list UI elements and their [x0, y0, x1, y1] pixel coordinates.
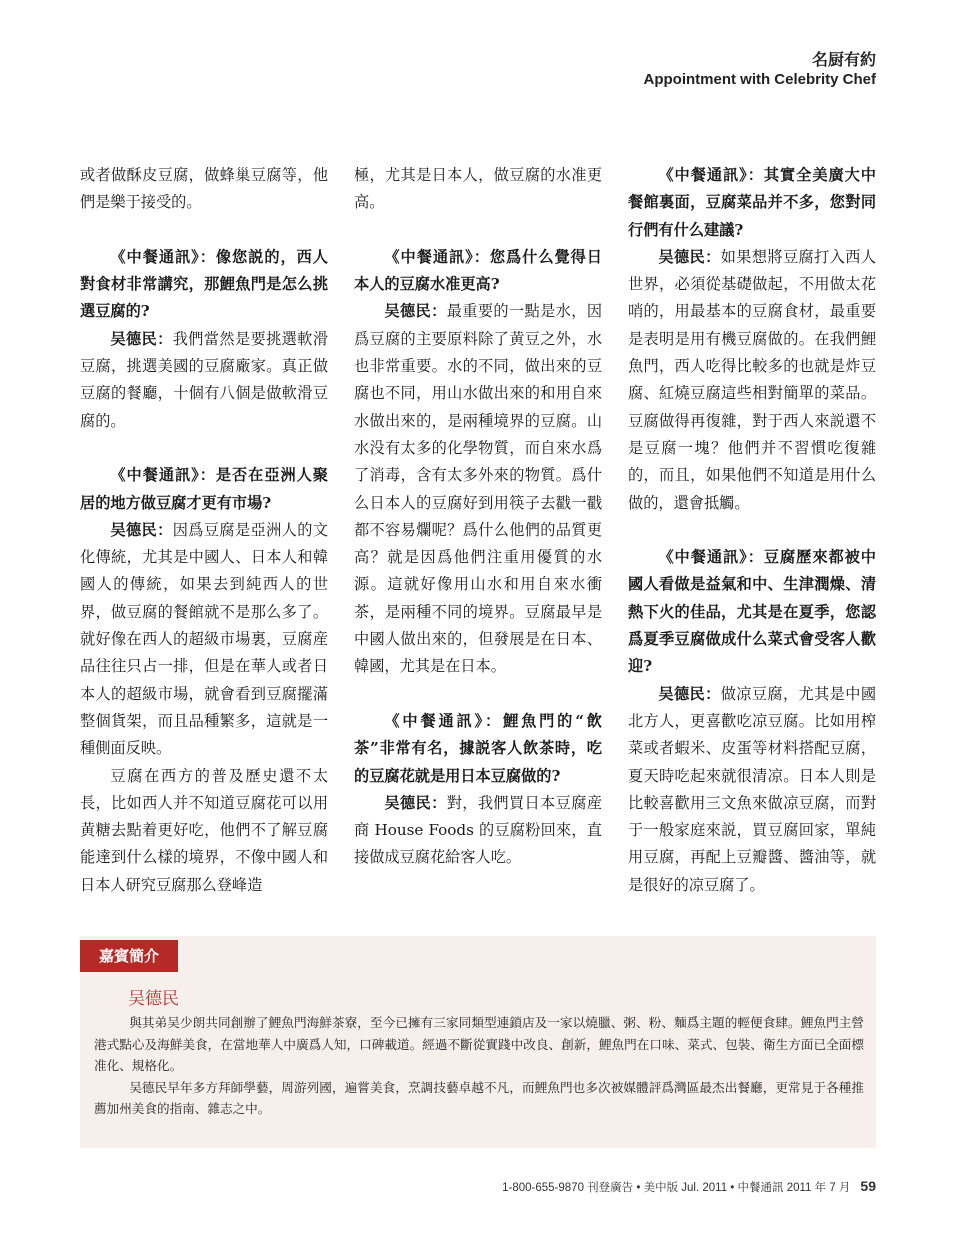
answer-text: 做凉豆腐，尤其是中國北方人，更喜歡吃凉豆腐。比如用榨菜或者蝦米、皮蛋等材料搭配豆腐，夏天時吃起來就很清凉。日本人則是比較喜歡用三文魚來做凉豆腐，而對于一般家庭來説，買豆腐回家，單純用豆腐，再配上豆瓣醬、醬油等，就是很好的凉豆腐了。 — [628, 684, 877, 894]
answer — [628, 681, 876, 899]
answer — [80, 517, 328, 763]
guest-bio-box — [80, 936, 876, 1148]
paragraph: 極，尤其是日本人，做豆腐的水准更高。 — [354, 166, 602, 212]
speaker-name: 吴德民： — [658, 247, 721, 266]
answer-text: 對，我們買日本豆腐産商 House Foods 的豆腐粉回來，直接做成豆腐花給客人吃。 — [354, 793, 603, 867]
section-title-zh: 名厨有約 — [811, 50, 876, 69]
column-3 — [628, 162, 876, 899]
speaker-name: 吴德民： — [384, 793, 447, 812]
page-footer — [502, 1178, 876, 1195]
paragraph: 或者做酥皮豆腐，做蜂巢豆腐等，他們是樂于接受的。 — [80, 166, 328, 212]
question: 《中餐通訊》：鯉魚門的“飲茶”非常有名，據説客人飲茶時，吃的豆腐花就是用日本豆腐做的? — [354, 711, 602, 785]
question: 《中餐通訊》：豆腐歷來都被中國人看做是益氣和中、生津潤燥、清熱下火的佳品，尤其是在夏季，您認爲夏季豆腐做成什么菜式會受客人歡迎? — [628, 548, 876, 676]
answer — [628, 244, 876, 517]
question: 《中餐通訊》：其實全美廣大中餐館裏面，豆腐菜品并不多，您對同行們有什么建議? — [628, 166, 876, 239]
section-title-en: Appointment with Celebrity Chef — [643, 71, 876, 88]
speaker-name: 吴德民： — [658, 684, 721, 703]
answer-text: 最重要的一點是水，因爲豆腐的主要原料除了黄豆之外，水也非常重要。水的不同，做出來的豆腐也不同，用山水做出來的和用自來水做出來的，是兩種境界的豆腐。山水没有太多的化學物質，而自來水爲了消毒，含有太多外來的物質。爲什么日本人的豆腐好到用筷子去戳一戳都不容易爛呢？爲什么他們的品質更高？就是因爲他們注重用優質的水源。這就好像用山水和用自來水衝茶，是兩種不同的境界。豆腐最早是中國人做出來的，但發展是在日本、韓國，尤其是在日本。 — [354, 302, 603, 676]
question: 《中餐通訊》：像您説的，西人對食材非常講究，那鯉魚門是怎么挑選豆腐的? — [80, 247, 328, 321]
column-1 — [80, 162, 328, 899]
section-header — [644, 50, 877, 90]
speaker-name: 吴德民： — [384, 302, 447, 321]
question: 《中餐通訊》：您爲什么覺得日本人的豆腐水准更高? — [354, 247, 602, 294]
answer-text: 如果想將豆腐打入西人世界，必須從基礎做起，不用做太花哨的，用最基本的豆腐食材，最重要是表明是用有機豆腐做的。在我們鯉魚門，西人吃得比較多的也就是炸豆腐、紅燒豆腐這些相對簡單的菜品。豆腐做得再復雜，對于西人來説還不是豆腐一塊？他們并不習慣吃復雜的，而且，如果他們不知道是用什么做的，還會抵觸。 — [628, 247, 877, 512]
page-number: 59 — [860, 1178, 876, 1194]
answer-text: 因爲豆腐是亞洲人的文化傳統，尤其是中國人、日本人和韓國人的傳統，如果去到純西人的世界，做豆腐的餐館就不是那么多了。就好像在西人的超級市場裏，豆腐産品往往只占一排，但是在華人或者日本人的超級市場，就會看到豆腐擺滿整個貨架，而且品種繁多，這就是一種側面反映。 — [80, 520, 329, 758]
column-2 — [354, 162, 602, 872]
speaker-name: 吴德民： — [110, 329, 173, 348]
answer — [354, 790, 602, 872]
answer — [80, 326, 328, 435]
answer — [354, 298, 602, 680]
bio-paragraph: 與其弟吴少朗共同創辦了鯉魚門海鮮茶寮，至今已擁有三家同類型連鎖店及一家以燒臘、粥、粉、麵爲主題的輕便食肆。鯉魚門主營港式點心及海鮮美食，在當地華人中廣爲人知，口碑載道。經過不斷從實踐中改良、創新，鯉魚門在口味、菜式、包裝、衛生方面已全面標准化、規格化。 — [94, 1015, 864, 1073]
answer-text: 我們當然是要挑選軟滑豆腐，挑選美國的豆腐廠家。真正做豆腐的餐廳，十個有八個是做軟滑豆腐的。 — [80, 329, 329, 430]
bio-text — [94, 1012, 864, 1120]
bio-tab-label: 嘉賓簡介 — [80, 940, 178, 972]
bio-guest-name: 吴德民 — [128, 989, 179, 1009]
question: 《中餐通訊》：是否在亞洲人聚居的地方做豆腐才更有市場? — [80, 466, 328, 512]
paragraph: 豆腐在西方的普及歷史還不太長，比如西人并不知道豆腐花可以用黄糖去點着更好吃，他們不了解豆腐能達到什么樣的境界，不像中國人和日本人研究豆腐那么登峰造 — [80, 766, 328, 894]
speaker-name: 吴德民： — [110, 520, 173, 539]
footer-info: 1-800-655-9870 刊登廣告 • 美中版 Jul. 2011 • 中餐通訊 2011 年 7 月 — [502, 1182, 851, 1194]
bio-paragraph: 吴德民早年多方拜師學藝，周游列國，遍嘗美食，烹調技藝卓越不凡，而鯉魚門也多次被媒體評爲灣區最杰出餐廳，更常見于各種推薦加州美食的指南、雜志之中。 — [94, 1079, 864, 1116]
